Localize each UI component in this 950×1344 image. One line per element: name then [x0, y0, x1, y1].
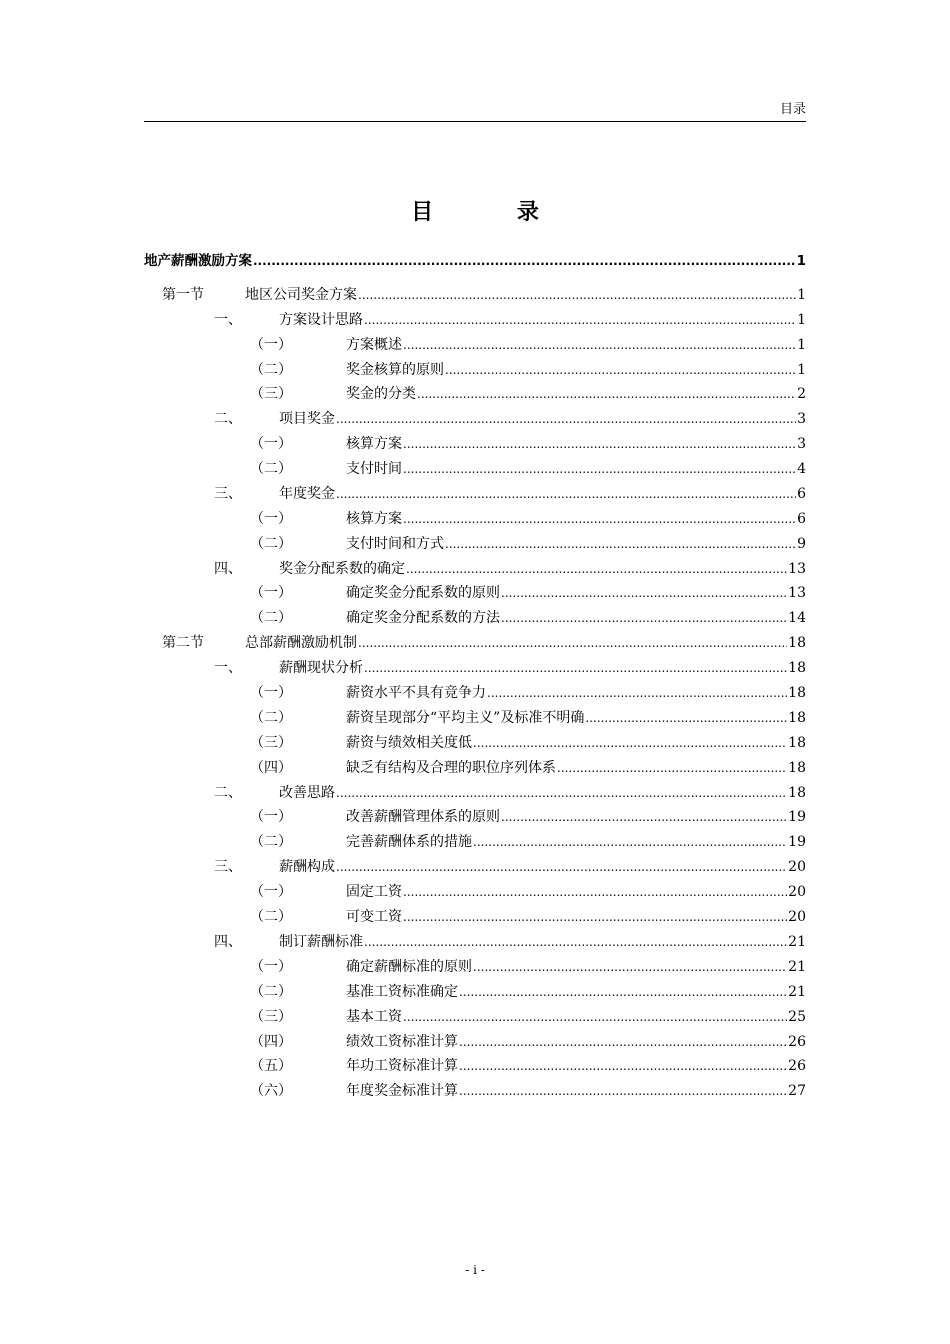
toc-label: 绩效工资标准计算: [346, 1034, 458, 1050]
toc-entry-subsection[interactable]: [144, 1006, 806, 1028]
toc-page: 26: [788, 1058, 806, 1074]
toc-leader: [403, 906, 787, 928]
toc-number: （一）: [250, 337, 292, 353]
toc-page: 18: [788, 785, 806, 801]
toc-leader: [403, 334, 796, 356]
toc-number: （二）: [250, 610, 292, 626]
toc-number: （二）: [250, 909, 292, 925]
toc-entry-subsection[interactable]: [144, 359, 806, 381]
toc-page: 1: [797, 337, 806, 353]
toc-number: 二、: [214, 411, 242, 427]
toc-label: 固定工资: [346, 884, 402, 900]
toc-leader: [473, 831, 787, 853]
toc-number: 三、: [214, 486, 242, 502]
toc-leader: [403, 508, 796, 530]
toc-page: 26: [788, 1034, 806, 1050]
toc-leader: [445, 359, 796, 381]
toc-number: 一、: [214, 312, 242, 328]
toc-label: 核算方案: [346, 436, 402, 452]
toc-label: 薪资呈现部分“平均主义”及标准不明确: [346, 710, 585, 726]
toc-leader: [403, 881, 787, 903]
toc-entry-subsection[interactable]: [144, 582, 806, 604]
toc-entry-part[interactable]: [144, 250, 806, 272]
toc-leader: [336, 856, 787, 878]
toc-leader: [253, 250, 796, 272]
toc-entry-chapter[interactable]: [144, 558, 806, 580]
toc-entry-subsection[interactable]: [144, 334, 806, 356]
toc-page: 19: [788, 809, 806, 825]
toc-entry-subsection[interactable]: [144, 981, 806, 1003]
toc-label: 奖金核算的原则: [346, 362, 444, 378]
toc-number: （六）: [250, 1083, 292, 1099]
toc-page: 13: [788, 585, 806, 601]
toc-label: 确定奖金分配系数的原则: [346, 585, 500, 601]
running-header: 目录: [779, 102, 806, 117]
toc-page: 21: [788, 934, 806, 950]
toc-number: 三、: [214, 859, 242, 875]
toc-page: 3: [797, 436, 806, 452]
toc-label: 项目奖金: [279, 411, 335, 427]
toc-label: 基本工资: [346, 1009, 402, 1025]
toc-page: 1: [796, 253, 806, 269]
toc-label: 完善薪酬体系的措施: [346, 834, 472, 850]
toc-leader: [473, 956, 787, 978]
toc-entry-subsection[interactable]: [144, 458, 806, 480]
toc-page: 18: [788, 760, 806, 776]
page-number: - i -: [465, 1263, 485, 1277]
toc-page: 1: [797, 287, 806, 303]
toc-label: 年功工资标准计算: [346, 1058, 458, 1074]
toc-page: 18: [788, 710, 806, 726]
toc-number: （三）: [250, 1009, 292, 1025]
toc-page: 6: [797, 486, 806, 502]
toc-leader: [501, 582, 787, 604]
toc-page: 20: [788, 859, 806, 875]
toc-entry-subsection[interactable]: [144, 707, 806, 729]
toc-entry-subsection[interactable]: [144, 607, 806, 629]
toc-page: 18: [788, 685, 806, 701]
toc-entry-subsection[interactable]: [144, 1055, 806, 1077]
toc-page: 19: [788, 834, 806, 850]
toc-leader: [473, 732, 787, 754]
toc-label: 总部薪酬激励机制: [245, 635, 357, 651]
toc-entry-subsection[interactable]: [144, 732, 806, 754]
toc-number: （一）: [250, 685, 292, 701]
toc-number: （三）: [250, 735, 292, 751]
toc-number: （四）: [250, 1034, 292, 1050]
toc-page: 27: [788, 1083, 806, 1099]
toc-page: 21: [788, 959, 806, 975]
toc-entry-subsection[interactable]: [144, 831, 806, 853]
toc-leader: [364, 309, 796, 331]
toc-entry-chapter[interactable]: [144, 483, 806, 505]
toc-entry-subsection[interactable]: [144, 1031, 806, 1053]
toc-page: 20: [788, 909, 806, 925]
toc-entry-subsection[interactable]: [144, 682, 806, 704]
toc-page: 18: [788, 635, 806, 651]
toc-number: （三）: [250, 386, 292, 402]
toc-leader: [459, 1080, 787, 1102]
toc-number: （二）: [250, 834, 292, 850]
toc-leader: [364, 931, 787, 953]
toc-leader: [403, 458, 796, 480]
toc-page: 1: [797, 312, 806, 328]
toc-number: 第一节: [162, 287, 204, 303]
toc-label: 改善思路: [279, 785, 335, 801]
toc-number: （二）: [250, 362, 292, 378]
toc-page: 4: [797, 461, 806, 477]
toc-leader: [557, 757, 787, 779]
toc-leader: [501, 607, 787, 629]
toc-label: 薪酬现状分析: [279, 660, 363, 676]
toc-label: 薪酬构成: [279, 859, 335, 875]
toc-label: 年度奖金: [279, 486, 335, 502]
toc-leader: [358, 632, 787, 654]
toc-label: 确定薪酬标准的原则: [346, 959, 472, 975]
toc-label: 年度奖金标准计算: [346, 1083, 458, 1099]
toc-number: （一）: [250, 585, 292, 601]
toc-leader: [403, 433, 796, 455]
toc-entry-chapter[interactable]: [144, 856, 806, 878]
toc-label: 地区公司奖金方案: [245, 287, 357, 303]
toc-entry-chapter[interactable]: [144, 309, 806, 331]
toc-number: 二、: [214, 785, 242, 801]
toc-leader: [358, 284, 796, 306]
toc-entry-subsection[interactable]: [144, 533, 806, 555]
toc-leader: [336, 483, 796, 505]
toc-label: 基准工资标准确定: [346, 984, 458, 1000]
toc-number: （二）: [250, 984, 292, 1000]
toc-entry-subsection[interactable]: [144, 806, 806, 828]
toc-leader: [501, 806, 787, 828]
toc-leader: [459, 1055, 787, 1077]
toc-entry-subsection[interactable]: [144, 383, 806, 405]
toc-page: 14: [788, 610, 806, 626]
toc-entry-section[interactable]: [144, 632, 806, 654]
toc-label: 确定奖金分配系数的方法: [346, 610, 500, 626]
header-rule: [144, 121, 806, 122]
toc-leader: [364, 657, 787, 679]
toc-page: 9: [797, 536, 806, 552]
toc-leader: [487, 682, 787, 704]
toc-label: 地产薪酬激励方案: [144, 253, 252, 269]
toc-page: 25: [788, 1009, 806, 1025]
toc-label: 缺乏有结构及合理的职位序列体系: [346, 760, 556, 776]
toc-number: （一）: [250, 436, 292, 452]
toc-label: 薪资与绩效相关度低: [346, 735, 472, 751]
toc-entry-subsection[interactable]: [144, 757, 806, 779]
toc-leader: [417, 383, 796, 405]
toc-number: （二）: [250, 536, 292, 552]
toc-number: （二）: [250, 710, 292, 726]
toc-entry-chapter[interactable]: [144, 782, 806, 804]
toc-number: （一）: [250, 959, 292, 975]
toc-label: 奖金分配系数的确定: [279, 561, 405, 577]
toc-leader: [403, 1006, 787, 1028]
toc-leader: [459, 1031, 787, 1053]
toc-leader: [459, 981, 787, 1003]
toc-label: 核算方案: [346, 511, 402, 527]
toc-number: （一）: [250, 884, 292, 900]
toc-page: 20: [788, 884, 806, 900]
toc-entry-chapter[interactable]: [144, 408, 806, 430]
toc-label: 支付时间: [346, 461, 402, 477]
toc-number: 第二节: [162, 635, 204, 651]
toc-label: 方案设计思路: [279, 312, 363, 328]
toc-label: 奖金的分类: [346, 386, 416, 402]
toc-page: 13: [788, 561, 806, 577]
toc-leader: [336, 782, 787, 804]
toc-label: 改善薪酬管理体系的原则: [346, 809, 500, 825]
toc-page: 18: [788, 735, 806, 751]
toc-page: 21: [788, 984, 806, 1000]
toc-leader: [336, 408, 796, 430]
toc-leader: [445, 533, 796, 555]
toc-entry-subsection[interactable]: [144, 906, 806, 928]
toc-page: 18: [788, 660, 806, 676]
toc-entry-chapter[interactable]: [144, 931, 806, 953]
toc-label: 方案概述: [346, 337, 402, 353]
toc-number: （二）: [250, 461, 292, 477]
toc-leader: [585, 707, 787, 729]
toc-entry-subsection[interactable]: [144, 881, 806, 903]
toc-entry-subsection[interactable]: [144, 1080, 806, 1102]
toc-entry-chapter[interactable]: [144, 657, 806, 679]
toc-label: 制订薪酬标准: [279, 934, 363, 950]
toc-label: 可变工资: [346, 909, 402, 925]
toc-number: （一）: [250, 809, 292, 825]
toc-entry-subsection[interactable]: [144, 956, 806, 978]
toc-number: （一）: [250, 511, 292, 527]
toc-entry-subsection[interactable]: [144, 433, 806, 455]
toc-label: 支付时间和方式: [346, 536, 444, 552]
toc-leader: [406, 558, 787, 580]
toc-number: 四、: [214, 934, 242, 950]
toc-page: 3: [797, 411, 806, 427]
toc-number: 四、: [214, 561, 242, 577]
toc-label: 薪资水平不具有竞争力: [346, 685, 486, 701]
toc-entry-subsection[interactable]: [144, 508, 806, 530]
toc-number: （四）: [250, 760, 292, 776]
toc-page: 2: [797, 386, 806, 402]
toc-page: 1: [797, 362, 806, 378]
toc-entry-section[interactable]: [144, 284, 806, 306]
toc-page: 6: [797, 511, 806, 527]
page-title: 目 录: [411, 200, 577, 225]
toc-number: 一、: [214, 660, 242, 676]
toc-number: （五）: [250, 1058, 292, 1074]
